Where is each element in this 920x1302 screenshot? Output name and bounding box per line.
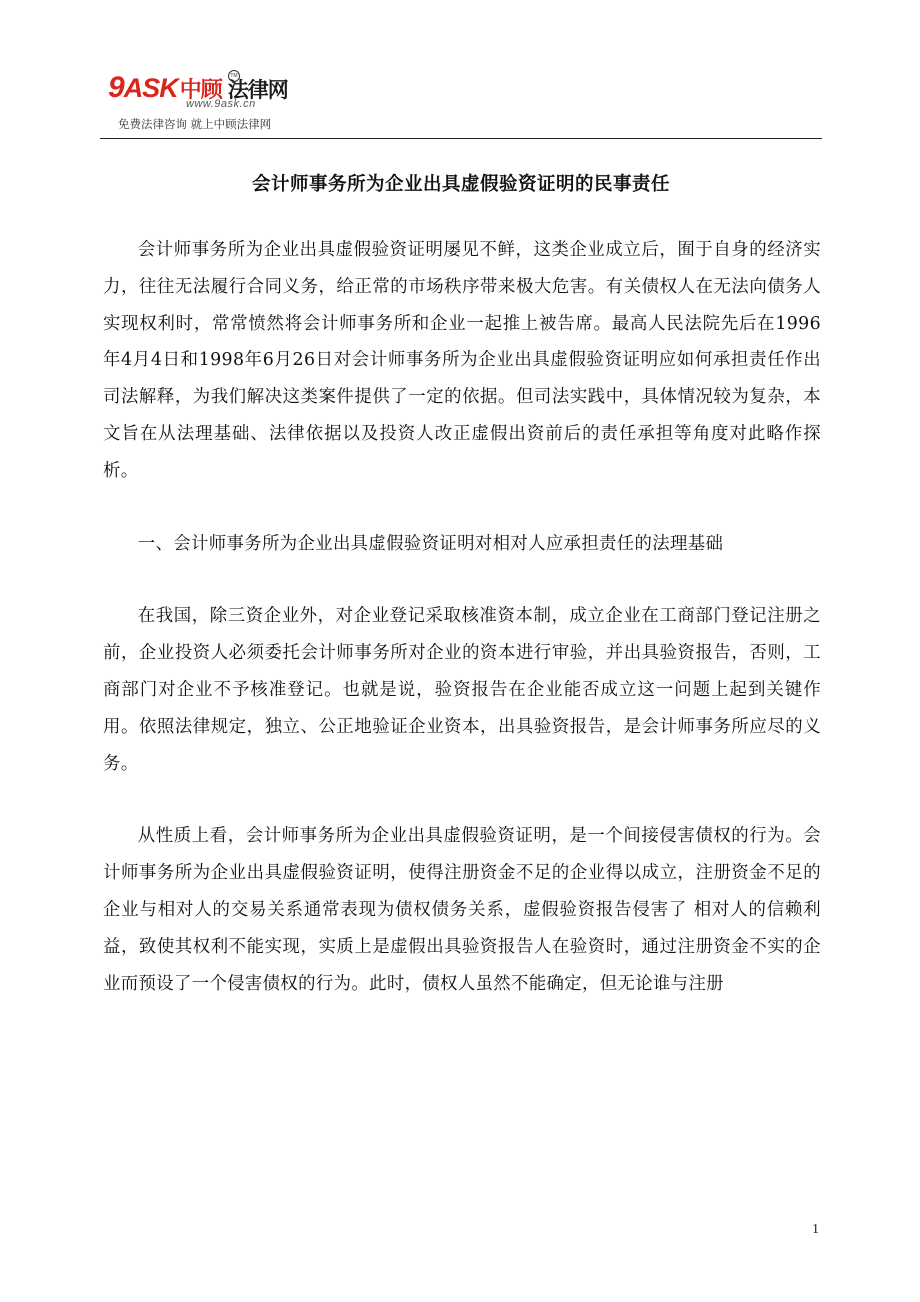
logo-ask: ASK [123,73,178,103]
body-paragraph: 从性质上看，会计师事务所为企业出具虚假验资证明，是一个间接侵害债权的行为。会计师事务所为企业出具虚假验资证明，使得注册资金不足的企业得以成立，注册资金不足的企业与相对人的交易关系通常表现为债权债务关系，虚假验资报告侵害了 相对人的信赖利益，致使其权利不能实现，实质上是虚假出具验资报告人在验资时，通过注册资金不实的企业而预设了一个侵害债权的行为。此时，债权人虽然不能确定，但无论谁与注册 [103,826,821,994]
logo-brand-cn: 中顾 [179,77,222,102]
logo-law-net: 法律网 [227,79,288,102]
document-body [103,232,821,1038]
logo-slogan: 免费法律咨询 就上中顾法律网 [118,117,272,131]
body-paragraph: 在我国，除三资企业外，对企业登记采取核准资本制，成立企业在工商部门登记注册之前，企业投资人必须委托会计师事务所对企业的资本进行审验，并出具验资报告，否则，工商部门对企业不予核准登记。也就是说，验资报告在企业能否成立这一问题上起到关键作用。依照法律规定，独立、公正地验证企业资本，出具验资报告，是会计师事务所应尽的义务。 [103,606,821,774]
page-header [100,66,822,138]
intro-paragraph: 会计师事务所为企业出具虚假验资证明屡见不鲜，这类企业成立后，囿于自身的经济实力，往往无法履行合同义务，给正常的市场秩序带来极大危害。有关债权人在无法向债务人实现权利时，常常愤然将会计师事务所和企业一起推上被告席。最高人民法院先后在1996年4月4日和1998年6月26日对会计师事务所为企业出具虚假验资证明应如何承担责任作出司法解释，为我们解决这类案件提供了一定的依据。但司法实践中，具体情况较为复杂，本文旨在从法理基础、法律依据以及投资人改正虚假出资前后的责任承担等角度对此略作探析。 [103,240,821,481]
trademark-icon: TM [228,70,240,82]
document-title: 会计师事务所为企业出具虚假验资证明的民事责任 [251,174,670,195]
section-heading: 一、会计师事务所为企业出具虚假验资证明对相对人应承担责任的法理基础 [137,533,724,554]
header-divider [100,138,822,139]
site-logo[interactable] [108,66,338,136]
page-number: 1 [812,1222,819,1237]
logo-url: www.9ask.cn [186,98,256,110]
logo-nine: 9 [108,71,124,104]
